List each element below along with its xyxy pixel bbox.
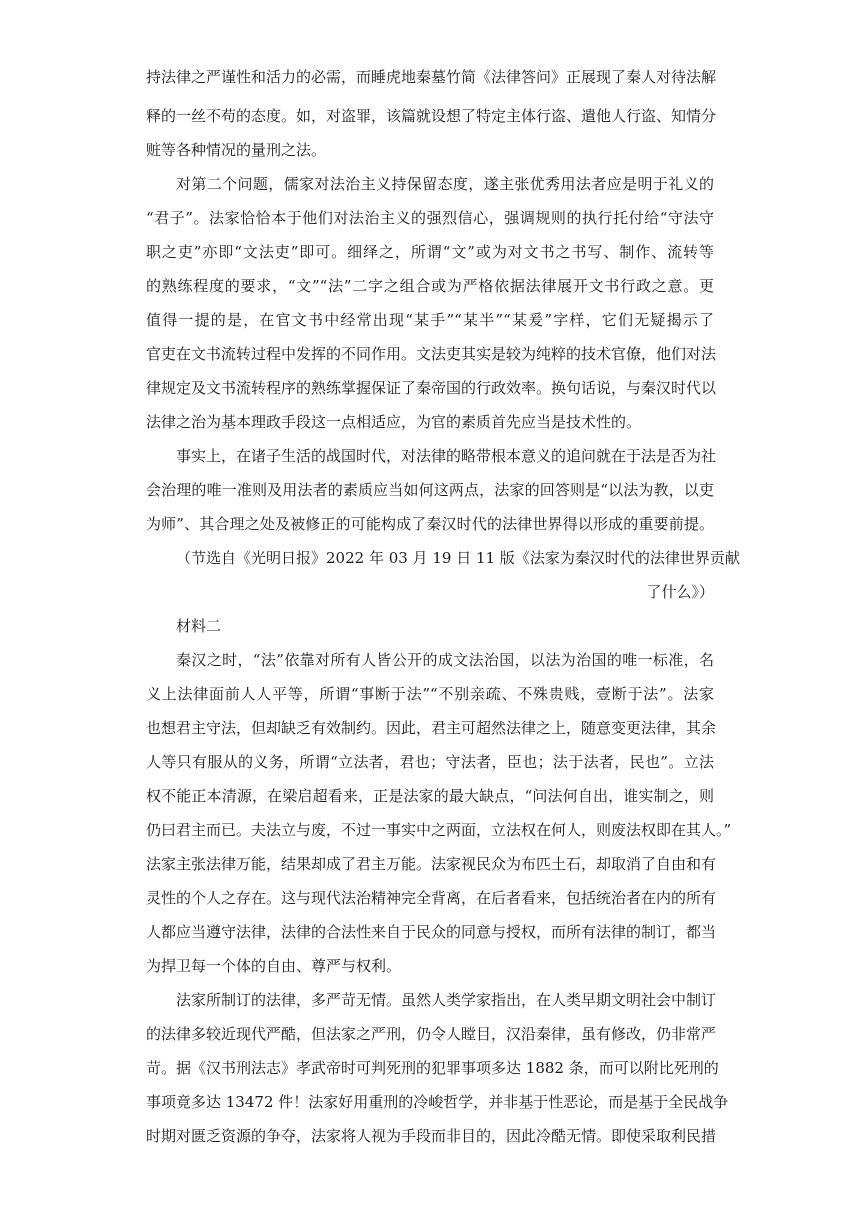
text-line: 的法律多较近现代严酷，但法家之严刑，仍令人瞠目，汉沿秦律，虽有修改，仍非常严 (146, 1025, 717, 1043)
text-line: 的熟练程度的要求，“文”“法”二字之组合或为严格依据法律展开文书行政之意。更 (146, 277, 714, 295)
text-line: 权不能正本清源，在梁启超看来，正是法家的最大缺点，“问法何自出，谁实制之，则 (146, 787, 714, 805)
text-line: 事实上，在诸子生活的战国时代，对法律的略带根本意义的追问就在于法是否为社 (176, 447, 717, 465)
text-line: 会治理的唯一准则及用法者的素质应当如何这两点，法家的回答则是“以法为教，以吏 (146, 481, 714, 499)
text-line: 职之吏”亦即“文法吏”即可。细绎之，所谓“文”或为对文书之书写、制作、流转等 (146, 243, 714, 261)
source-citation-end: 了什么》） (646, 583, 714, 601)
text-line: 人都应当遵守法律，法律的合法性来自于民众的同意与授权，而所有法律的制订，都当 (146, 923, 717, 941)
text-line: 苛。据《汉书刑法志》孝武帝时可判死刑的犯罪事项多达 1882 条，而可以附比死刑的 (146, 1059, 719, 1077)
text-line: 人等只有服从的义务，所谓“立法者，君也；守法者，臣也；法于法者，民也”。立法 (146, 753, 714, 771)
text-line: 义上法律面前人人平等，所谓“事断于法”“不别亲疏、不殊贵贱，壹断于法”。法家 (146, 685, 714, 703)
text-line: 法律之治为基本理政手段这一点相适应，为官的素质首先应当是技术性的。 (146, 413, 642, 431)
text-line: 官吏在文书流转过程中发挥的不同作用。文法吏其实是较为纯粹的技术官僚，他们对法 (146, 345, 717, 363)
text-line: 法家主张法律万能，结果却成了君主万能。法家视民众为布匹土石，却取消了自由和有 (146, 855, 717, 873)
text-line: 秦汉之时，“法”依靠对所有人皆公开的成文法治国，以法为治国的唯一标准，名 (176, 651, 714, 669)
source-citation: （节选自《光明日报》2022 年 03 月 19 日 11 版《法家为秦汉时代的法律世界贡献 (176, 549, 740, 567)
text-line: 持法律之严谨性和活力的必需，而睡虎地秦墓竹简《法律答问》正展现了秦人对待法解 (146, 68, 717, 86)
text-line: 法家所制订的法律，多严苛无情。虽然人类学家指出，在人类早期文明社会中制订 (176, 991, 717, 1009)
text-line: 律规定及文书流转程序的熟练掌握保证了秦帝国的行政效率。换句话说，与秦汉时代以 (146, 379, 717, 397)
text-line: 释的一丝不苟的态度。如，对盗罪，该篇就设想了特定主体行盗、遣他人行盗、知情分 (146, 107, 717, 125)
text-line: 也想君主守法，但却缺乏有效制约。因此，君主可超然法律之上，随意变更法律，其余 (146, 719, 717, 737)
text-line: 灵性的个人之存在。这与现代法治精神完全背离，在后者看来，包括统治者在内的所有 (146, 889, 717, 907)
text-line: 赃等各种情况的量刑之法。 (146, 141, 327, 159)
text-line: “君子”。法家恰恰本于他们对法治主义的强烈信心，强调规则的执行托付给“守法守 (146, 209, 714, 227)
section-heading: 材料二 (176, 617, 222, 635)
text-line: 对第二个问题，儒家对法治主义持保留态度，遂主张优秀用法者应是明于礼义的 (176, 175, 714, 193)
text-line: 事项竟多达 13472 件！法家好用重刑的冷峻哲学，并非基于性恶论，而是基于全民战争 (146, 1093, 729, 1111)
text-line: 时期对匮乏资源的争夺，法家将人视为手段而非目的，因此冷酷无情。即使采取利民措 (146, 1127, 717, 1145)
text-line: 值得一提的是，在官文书中经常出现“某手”“某半”“某爰”字样，它们无疑揭示了 (146, 311, 714, 329)
text-line: 为师”、其合理之处及被修正的可能构成了秦汉时代的法律世界得以形成的重要前提。 (146, 515, 714, 533)
text-line: 为捍卫每一个体的自由、尊严与权利。 (146, 957, 402, 975)
text-line: 仍曰君主而已。夫法立与废，不过一事实中之两面，立法权在何人，则废法权即在其人。” (146, 821, 732, 839)
